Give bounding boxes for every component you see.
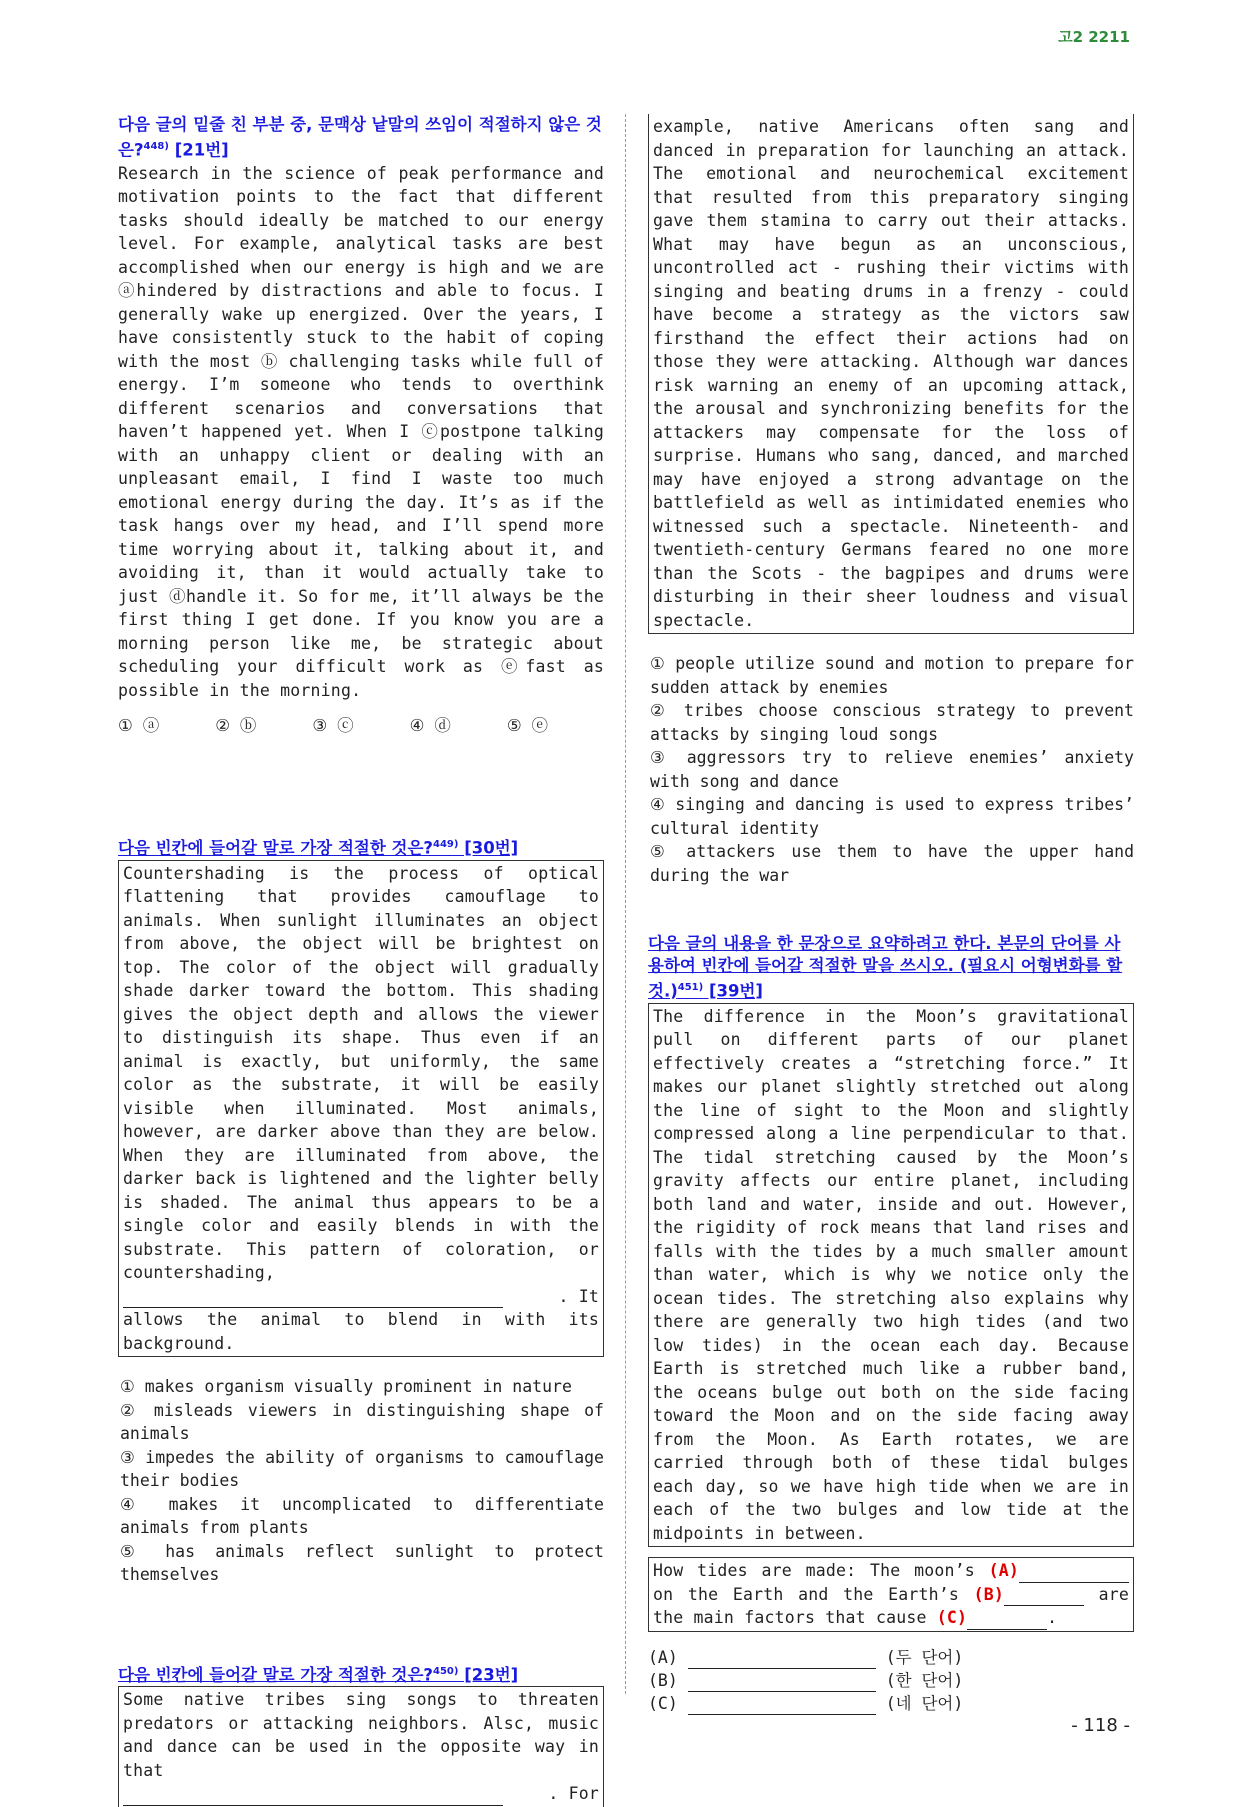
answer-blank (123, 1805, 503, 1806)
answer-row-c: (C) (네 단어) (648, 1693, 964, 1713)
option-2[interactable]: ② misleads viewers in distinguishing shape of animals (120, 1400, 604, 1443)
question-449-passage: Countershading is the process of optical flattening that provides camouflage to animals. When sunlight illuminates an object from above, the object will be brightest on top. The color of the object will gradually shade darker toward the bottom. This shading gives the object depth and allows the viewer to distinguish its shape. Thus even if an animal is exactly, but uniformly, the same color as the substrate, it will be easily visible when illuminated. Most animals, however, are darker above than they are below. When they are illuminated from above, the darker back is lightened and the lighter belly is shaded. The animal thus appears to be a single color and easily blends in with the substrate. This pattern of coloration, or countershading, . It allows the animal to blend in with its background. (123, 863, 599, 1353)
question-451-passage: The difference in the Moon’s gravitational pull on different parts of our planet effectively creates a “stretching force.” It makes our planet slightly stretched out along the line of sight to the Moon and slightly compressed along a line perpendicular to that. The tidal stretching caused by the Moon’s gravity affects our entire planet, including both land and water, inside and out. However, the rigidity of rock means that land rises and falls with the tides by a much smaller amount than water, which is why we notice only the ocean tides. The stretching also explains why there are generally two high tides (and two low tides) in the ocean each day. Because Earth is stretched much like a rubber band, the oceans bulge out both on the side facing toward the Moon and on the side facing away from the Moon. As Earth rotates, we are carried through both of these tidal bulges each day, so we have high tide when we are in each of the two bulges and low tide at the midpoints in between. (653, 1006, 1129, 1543)
question-450 (118, 1661, 604, 1807)
answer-lines (648, 1646, 1134, 1715)
question-450-options (648, 652, 1134, 887)
question-448-choices (118, 712, 604, 736)
option-3[interactable]: ③ aggressors try to relieve enemies’ anxiety with song and dance (650, 748, 1134, 791)
right-column (648, 114, 1134, 1715)
blank-b-label: (B) (973, 1584, 1004, 1604)
choice-4[interactable]: ④ ⓓ (409, 716, 451, 735)
option-5[interactable]: ⑤ has animals reflect sunlight to protect themselves (120, 1541, 604, 1584)
question-451 (648, 933, 1134, 1715)
left-column (118, 114, 604, 1807)
question-451-prompt: 다음 글의 내용을 한 문장으로 요약하려고 한다. 본문의 단어를 사용하여 빈칸에 들어갈 적절한 말을 쓰시오. (필요시 어형변화를 할 것.)$^{451)}$ [39번] (648, 934, 1123, 1001)
option-4[interactable]: ④ singing and dancing is used to express tribes’ cultural identity (650, 795, 1134, 838)
blank-a[interactable] (1019, 1582, 1129, 1583)
choice-3[interactable]: ③ ⓒ (312, 716, 354, 735)
question-450-passage: Some native tribes sing songs to threaten predators or attacking neighbors. Alsc, music and dance can be used in the opposite way in that . For (123, 1688, 599, 1806)
question-450-passage-continued (648, 114, 1134, 634)
question-451-passage-box (648, 1003, 1134, 1548)
blank-c[interactable] (967, 1629, 1047, 1630)
option-5[interactable]: ⑤ attackers use them to have the upper hand during the war (650, 842, 1134, 885)
blank-a-label: (A) (988, 1561, 1019, 1580)
column-divider (625, 114, 626, 1694)
page-number: - 118 - (1071, 1715, 1130, 1736)
choice-5[interactable]: ⑤ ⓔ (506, 716, 549, 735)
question-448 (118, 114, 604, 736)
option-1[interactable]: ① makes organism visually prominent in nature (120, 1377, 572, 1396)
question-448-passage: Research in the science of peak performance and motivation points to the fact that different tasks should ideally be matched to our energy level. For example, analytical tasks are best accomplished when our energy is high and we are ⓐhindered by distractions and able to focus. I generally wake up energized. Over the years, I have consistently stuck to the habit of coping with the most ⓑ challenging tasks while full of energy. I’m someone who tends to overthink different scenarios and conversations that haven’t happened yet. When I ⓒpostpone talking with an unhappy client or dealing with an unpleasant email, I find I waste too much emotional energy during the day. It’s as if the task hangs over my head, and I’ll spend more time worrying about it, talking about it, and avoiding it, than it would actually take to just ⓓhandle it. So for me, it’ll always be the first thing I get done. If you know you are a morning person like me, be strategic about scheduling your difficult work as ⓔfast as possible in the morning. (118, 163, 604, 700)
option-4[interactable]: ④ makes it uncomplicated to differentiate animals from plants (120, 1494, 604, 1537)
answer-input-c[interactable] (688, 1714, 876, 1715)
question-450-prompt: 다음 빈칸에 들어갈 말로 가장 적절한 것은?$^{450)}$ [23번] (118, 1665, 519, 1684)
option-1[interactable]: ① people utilize sound and motion to prepare for sudden attack by enemies (650, 654, 1134, 697)
answer-row-a: (A) (두 단어) (648, 1647, 964, 1667)
choice-2[interactable]: ② ⓑ (215, 716, 257, 735)
blank-c-label: (C) (936, 1608, 968, 1627)
blank-b[interactable] (1004, 1605, 1084, 1606)
question-449-passage-box (118, 860, 604, 1358)
header-code: 고2 2211 (1058, 28, 1130, 46)
answer-row-b: (B) (한 단어) (648, 1670, 964, 1690)
summary-box (648, 1557, 1134, 1632)
option-3[interactable]: ③ impedes the ability of organisms to camouflage their bodies (120, 1447, 604, 1490)
question-448-prompt: 다음 글의 밑줄 친 부분 중, 문맥상 낱말의 쓰임이 적절하지 않은 것은?$^{448)}$ [21번] (118, 115, 602, 160)
summary-sentence: How tides are made: The moon’s (A) on the Earth and the Earth’s (B) are the main factors that cause (C) . (653, 1559, 1129, 1630)
question-449-prompt: 다음 빈칸에 들어갈 말로 가장 적절한 것은?$^{449)}$ [30번] (118, 838, 519, 858)
question-449-options (118, 1375, 604, 1587)
question-449 (118, 834, 604, 1587)
option-2[interactable]: ② tribes choose conscious strategy to prevent attacks by singing loud songs (650, 701, 1134, 744)
answer-blank (123, 1307, 503, 1308)
choice-1[interactable]: ① ⓐ (118, 716, 160, 735)
question-450-passage-cont-text: example, native Americans often sang and danced in preparation for launching an attack. The emotional and neurochemical excitement that resulted from this preparatory singing gave them stamina to carry out their attacks. What may have begun as an unconscious, uncontrolled act - rushing their victims with singing and beating drums in a frenzy - could have become a strategy as the victors saw firsthand the effect their actions had on those they were attacking. Although war dances risk warning an enemy of an upcoming attack, the arousal and synchronizing benefits for the attackers may compensate for the loss of surprise. Humans who sang, danced, and marched may have enjoyed a strong advantage on the battlefield as well as intimidated enemies who witnessed such a spectacle. Nineteenth- and twentieth-century Germans feared no one more than the Scots - the bagpipes and drums were disturbing in their sheer loudness and visual spectacle. (653, 117, 1129, 630)
question-450-passage-box (118, 1686, 604, 1807)
